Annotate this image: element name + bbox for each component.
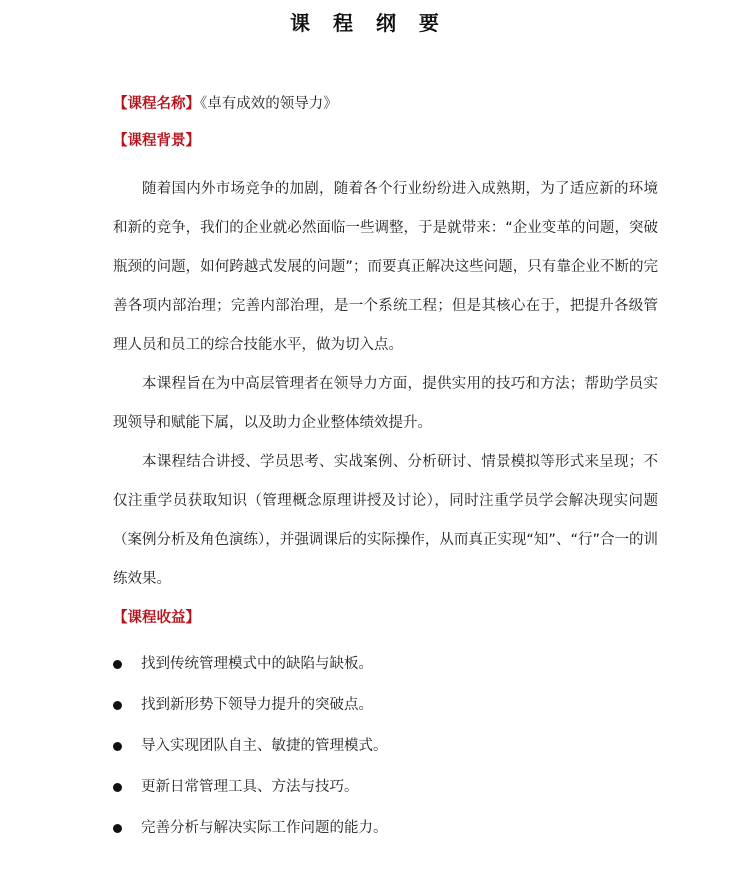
page-title: 课 程 纲 要 xyxy=(290,11,447,35)
background-paragraph: 随着国内外市场竞争的加剧，随着各个行业纷纷进入成熟期，为了适应新的环境和新的竞争，我们的企业就必然面临一些调整，于是就带来：“企业变革的问题，突破瓶颈的问题，如何跨越式发展的问题”；而要真正解决这些问题，只有靠企业不断的完善各项内部治理；完善内部治理，是一个系统工程；但是其核心在于，把提升各级管理人员和员工的综合技能水平，做为切入点。 xyxy=(113,181,658,353)
course-name-row xyxy=(113,91,658,117)
course-name-label: 【课程名称】 xyxy=(113,96,200,112)
bullet-dot-icon xyxy=(113,660,122,669)
bullet-dot-icon xyxy=(113,783,122,792)
list-item xyxy=(113,767,658,808)
document-body xyxy=(113,91,658,849)
gains-list xyxy=(113,644,658,849)
list-item xyxy=(113,808,658,849)
gain-text: 完善分析与解决实际工作问题的能力。 xyxy=(141,820,388,836)
gain-text: 找到新形势下领导力提升的突破点。 xyxy=(141,697,373,713)
bullet-dot-icon xyxy=(113,824,122,833)
course-name-value: 《卓有成效的领导力》 xyxy=(200,96,338,112)
gain-text: 导入实现团队自主、敏捷的管理模式。 xyxy=(141,738,388,754)
background-heading: 【课程背景】 xyxy=(113,133,200,149)
background-paragraph: 本课程旨在为中高层管理者在领导力方面，提供实用的技巧和方法；帮助学员实现领导和赋能下属，以及助力企业整体绩效提升。 xyxy=(113,376,658,431)
background-section xyxy=(113,170,658,599)
gain-text: 更新日常管理工具、方法与技巧。 xyxy=(141,779,359,795)
list-item xyxy=(113,726,658,767)
list-item xyxy=(113,685,658,726)
gains-heading: 【课程收益】 xyxy=(113,610,200,626)
background-paragraph: 本课程结合讲授、学员思考、实战案例、分析研讨、情景模拟等形式来呈现；不仅注重学员获取知识（管理概念原理讲授及讨论），同时注重学员学会解决现实问题（案例分析及角色演练），并强调课后的实际操作，从而真正实现“知”、“行”合一的训练效果。 xyxy=(113,454,658,587)
bullet-dot-icon xyxy=(113,701,122,710)
list-item xyxy=(113,644,658,685)
bullet-dot-icon xyxy=(113,742,122,751)
gain-text: 找到传统管理模式中的缺陷与缺板。 xyxy=(141,656,373,672)
